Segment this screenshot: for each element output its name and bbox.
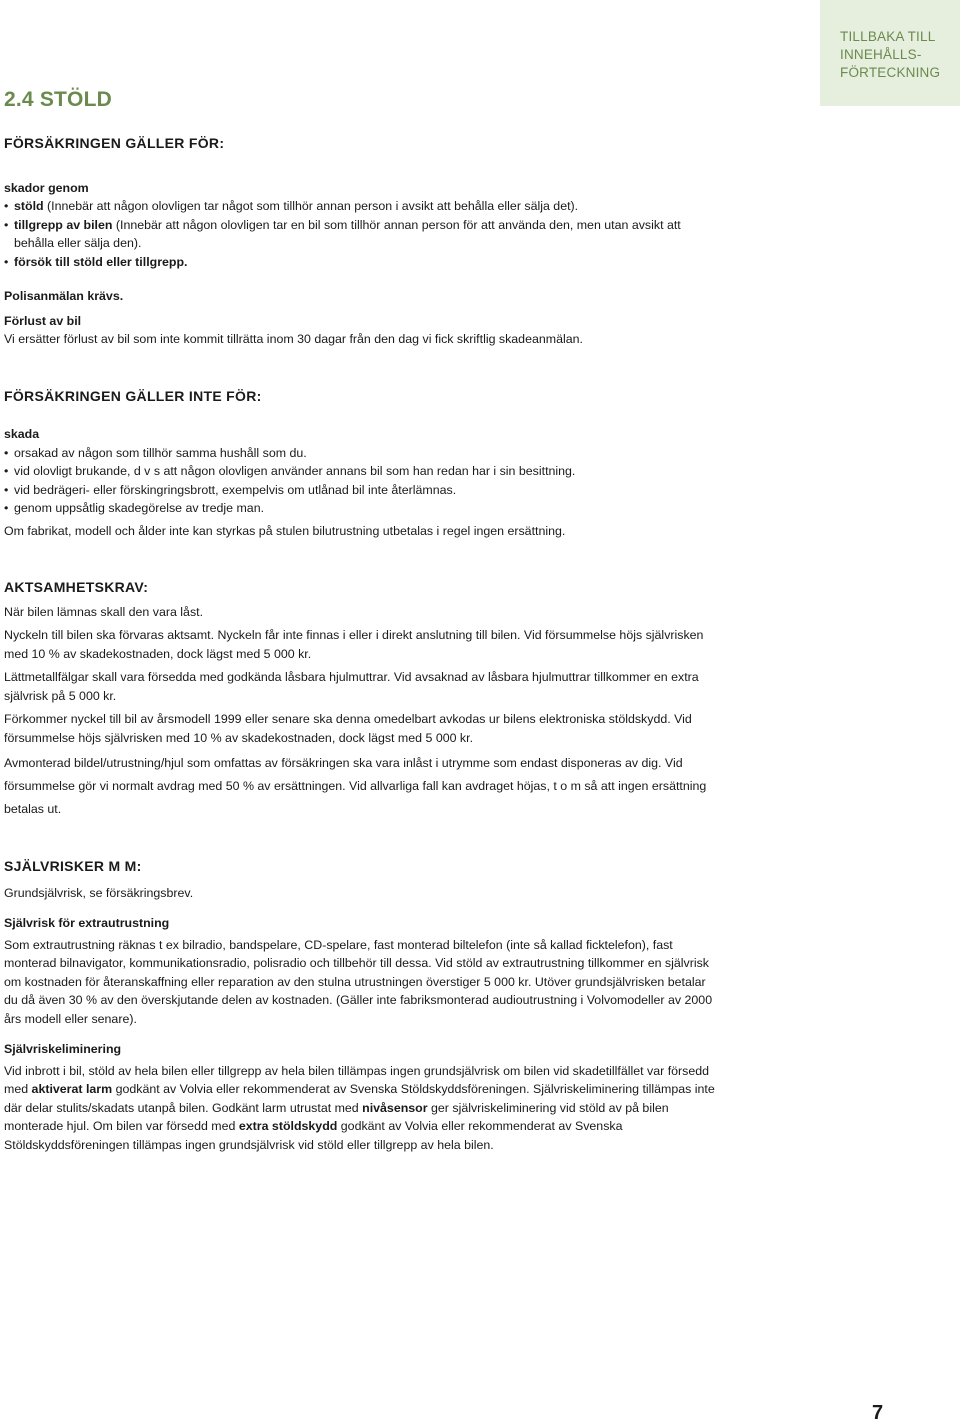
page-title: 2.4 STÖLD bbox=[4, 88, 112, 111]
list-item: • genom uppsåtlig skadegörelse av tredje man. bbox=[4, 499, 722, 518]
list-item: • tillgrepp av bilen (Innebär att någon olovligen tar en bil som tillhör annan person för att använda den, men utan avsikt att behålla eller sälja den). bbox=[4, 216, 722, 253]
back-to-toc-link[interactable] bbox=[820, 0, 960, 106]
care-heading: AKTSAMHETSKRAV: bbox=[4, 579, 149, 595]
not-covered-note: Om fabrikat, modell och ålder inte kan styrkas på stulen bilutrustning utbetalas i regel ingen ersättning. bbox=[4, 523, 566, 538]
excess-heading: SJÄLVRISKER M M: bbox=[4, 858, 142, 874]
document-body bbox=[4, 134, 722, 1154]
back-link-line-2: INNEHÅLLS- bbox=[840, 47, 922, 62]
not-covered-heading: FÖRSÄKRINGEN GÄLLER INTE FÖR: bbox=[4, 387, 262, 404]
care-paragraph: Avmonterad bildel/utrustning/hjul som omfattas av försäkringen ska vara inlåst i utrymme som endast disponeras av dig. Vid försummelse gör vi normalt avdrag med 50 % av ersättningen. Vid allvarliga fall kan avdraget höjas, t o m så att ingen ersättning betalas ut. bbox=[4, 756, 707, 816]
extra-equipment-text: Som extrautrustning räknas t ex bilradio, bandspelare, CD-spelare, fast monterad biltelefon (inte så kallad ficktelefon), fast monterad bilnavigator, kommunikationsradio, polisradio och tillbehör till dessa. Vid stöld av extrautrustning tillkommer en självrisk om kostnaden för återanskaffning eller reparation av den stulna utrustningen överstiger 5 000 kr. Utöver grundsjälvrisken betalar du då även 30 % av den överskjutande delen av kostnaden. (Gäller inte fabriksmonterad audioutrustning i Volvomodeller av 2000 års modell eller senare). bbox=[4, 937, 713, 1026]
loss-heading: Förlust av bil bbox=[4, 313, 82, 328]
covered-list bbox=[4, 197, 722, 271]
care-paragraph: När bilen lämnas skall den vara låst. bbox=[4, 604, 204, 619]
back-link-line-1: TILLBAKA TILL bbox=[840, 29, 936, 44]
covered-heading: FÖRSÄKRINGEN GÄLLER FÖR: bbox=[4, 135, 225, 151]
list-item: • stöld (Innebär att någon olovligen tar något som tillhör annan person i avsikt att behålla eller sälja det). bbox=[4, 197, 722, 216]
loss-text: Vi ersätter förlust av bil som inte kommit tillrätta inom 30 dagar från den dag vi fick skriftlig skadeanmälan. bbox=[4, 332, 583, 346]
elimination-heading: Självriskeliminering bbox=[4, 1042, 122, 1056]
excess-basic: Grundsjälvrisk, se försäkringsbrev. bbox=[4, 885, 194, 900]
not-covered-list bbox=[4, 444, 722, 518]
care-paragraph: Förkommer nyckel till bil av årsmodell 1999 eller senare ska denna omedelbart avkodas ur bilens elektroniska stöldskydd. Vid försummelse höjs självrisken med 10 % av skadekostnaden, dock lägst med 5 000 kr. bbox=[4, 712, 692, 745]
list-item: • vid olovligt brukande, d v s att någon olovligen använder annans bil som han redan har i sin besittning. bbox=[4, 462, 722, 481]
list-item: • vid bedrägeri- eller förskingringsbrott, exempelvis om utlånad bil inte återlämnas. bbox=[4, 481, 722, 500]
list-item: • orsakad av någon som tillhör samma hushåll som du. bbox=[4, 444, 722, 463]
covered-lead: skador genom bbox=[4, 180, 89, 195]
police-note: Polisanmälan krävs. bbox=[4, 289, 124, 303]
extra-equipment-heading: Självrisk för extrautrustning bbox=[4, 916, 170, 930]
care-paragraph: Nyckeln till bilen ska förvaras aktsamt. Nyckeln får inte finnas i eller i direkt anslutning till bilen. Vid försummelse höjs självrisken med 10 % av skadekostnaden, dock lägst med 5 000 kr. bbox=[4, 628, 704, 661]
not-covered-lead: skada bbox=[4, 427, 40, 441]
page-number: 7 bbox=[872, 1402, 884, 1424]
elimination-text: Vid inbrott i bil, stöld av hela bilen eller tillgrepp av hela bilen tillämpas ingen grundsjälvrisk om bilen vid skadetillfället var försedd med aktiverat larm godkänt av Volvia eller rekommenderat av Svenska Stöldskyddsföreningen. Självriskeliminering tillämpas inte där delar stulits/skadats utanpå bilen. Godkänt larm utrustat med nivåsensor ger självriskeliminering vid stöld av på bilen monterade hjul. Om bilen var försedd med extra stöldskydd godkänt av Volvia eller rekommenderat av Svenska Stöldskyddsföreningen tillämpas ingen grundsjälvrisk vid stöld eller tillgrepp av hela bilen. bbox=[4, 1063, 715, 1152]
back-link-line-3: FÖRTECKNING bbox=[840, 65, 941, 80]
care-paragraph: Lättmetallfälgar skall vara försedda med godkända låsbara hjulmuttrar. Vid avsaknad av låsbara hjulmuttrar tillkommer en extra självrisk på 5 000 kr. bbox=[4, 670, 699, 703]
list-item: • försök till stöld eller tillgrepp. bbox=[4, 253, 722, 272]
